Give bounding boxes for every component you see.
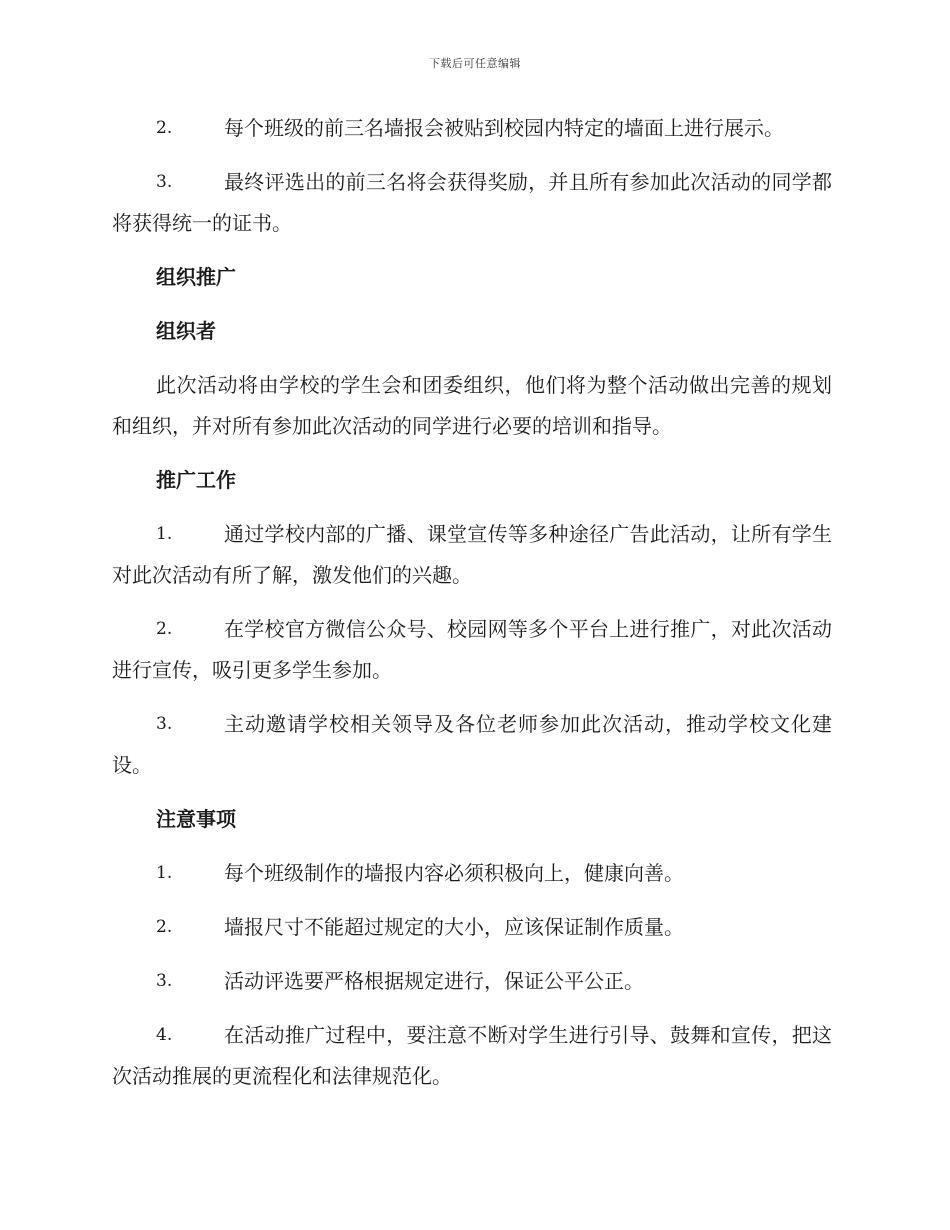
section-heading: 注意事项 [156,807,236,831]
list-item-number: 2. [156,917,173,937]
list-item-number: 3. [156,172,173,192]
section-heading: 组织推广 [156,265,236,289]
document-body [112,108,832,1110]
list-item-text: 通过学校内部的广播、课堂宣传等多种途径广告此活动，让所有学生对此次活动有所了解，激发他们的兴趣。 [112,522,832,587]
list-item-text: 最终评选出的前三名将会获得奖励，并且所有参加此次活动的同学都将获得统一的证书。 [112,170,832,235]
list-item-text: 每个班级的前三名墙报会被贴到校园内特定的墙面上进行展示。 [224,116,784,140]
list-item [112,514,832,596]
page-header-note: 下载后可任意编辑 [429,57,521,70]
list-item-text: 墙报尺寸不能超过规定的大小，应该保证制作质量。 [224,915,684,939]
list-item-number: 2. [156,118,173,138]
list-item-text: 每个班级制作的墙报内容必须积极向上，健康向善。 [224,861,684,885]
list-item-number: 1. [156,863,173,883]
list-item-number: 4. [156,1025,173,1045]
list-item [112,162,832,244]
list-item-number: 3. [156,714,173,734]
list-item-text: 活动评选要严格根据规定进行，保证公平公正。 [224,969,644,993]
list-item-number: 1. [156,524,173,544]
list-item [112,853,832,894]
subsection-heading: 推广工作 [156,468,236,492]
list-item-text: 主动邀请学校相关领导及各位老师参加此次活动，推动学校文化建设。 [112,712,832,777]
list-item-text: 在学校官方微信公众号、校园网等多个平台上进行推广，对此次活动进行宣传，吸引更多学生参加。 [112,617,832,682]
list-item [112,1015,832,1097]
list-item [112,108,832,149]
list-item [112,907,832,948]
list-item-number: 2. [156,619,173,639]
list-item [112,961,832,1002]
body-paragraph: 此次活动将由学校的学生会和团委组织，他们将为整个活动做出完善的规划和组织，并对所有参加此次活动的同学进行必要的培训和指导。 [112,373,832,438]
list-item-text: 在活动推广过程中，要注意不断对学生进行引导、鼓舞和宣传，把这次活动推展的更流程化和法律规范化。 [112,1023,832,1088]
list-item [112,609,832,691]
subsection-heading: 组织者 [156,319,216,343]
list-item-number: 3. [156,971,173,991]
list-item [112,704,832,786]
